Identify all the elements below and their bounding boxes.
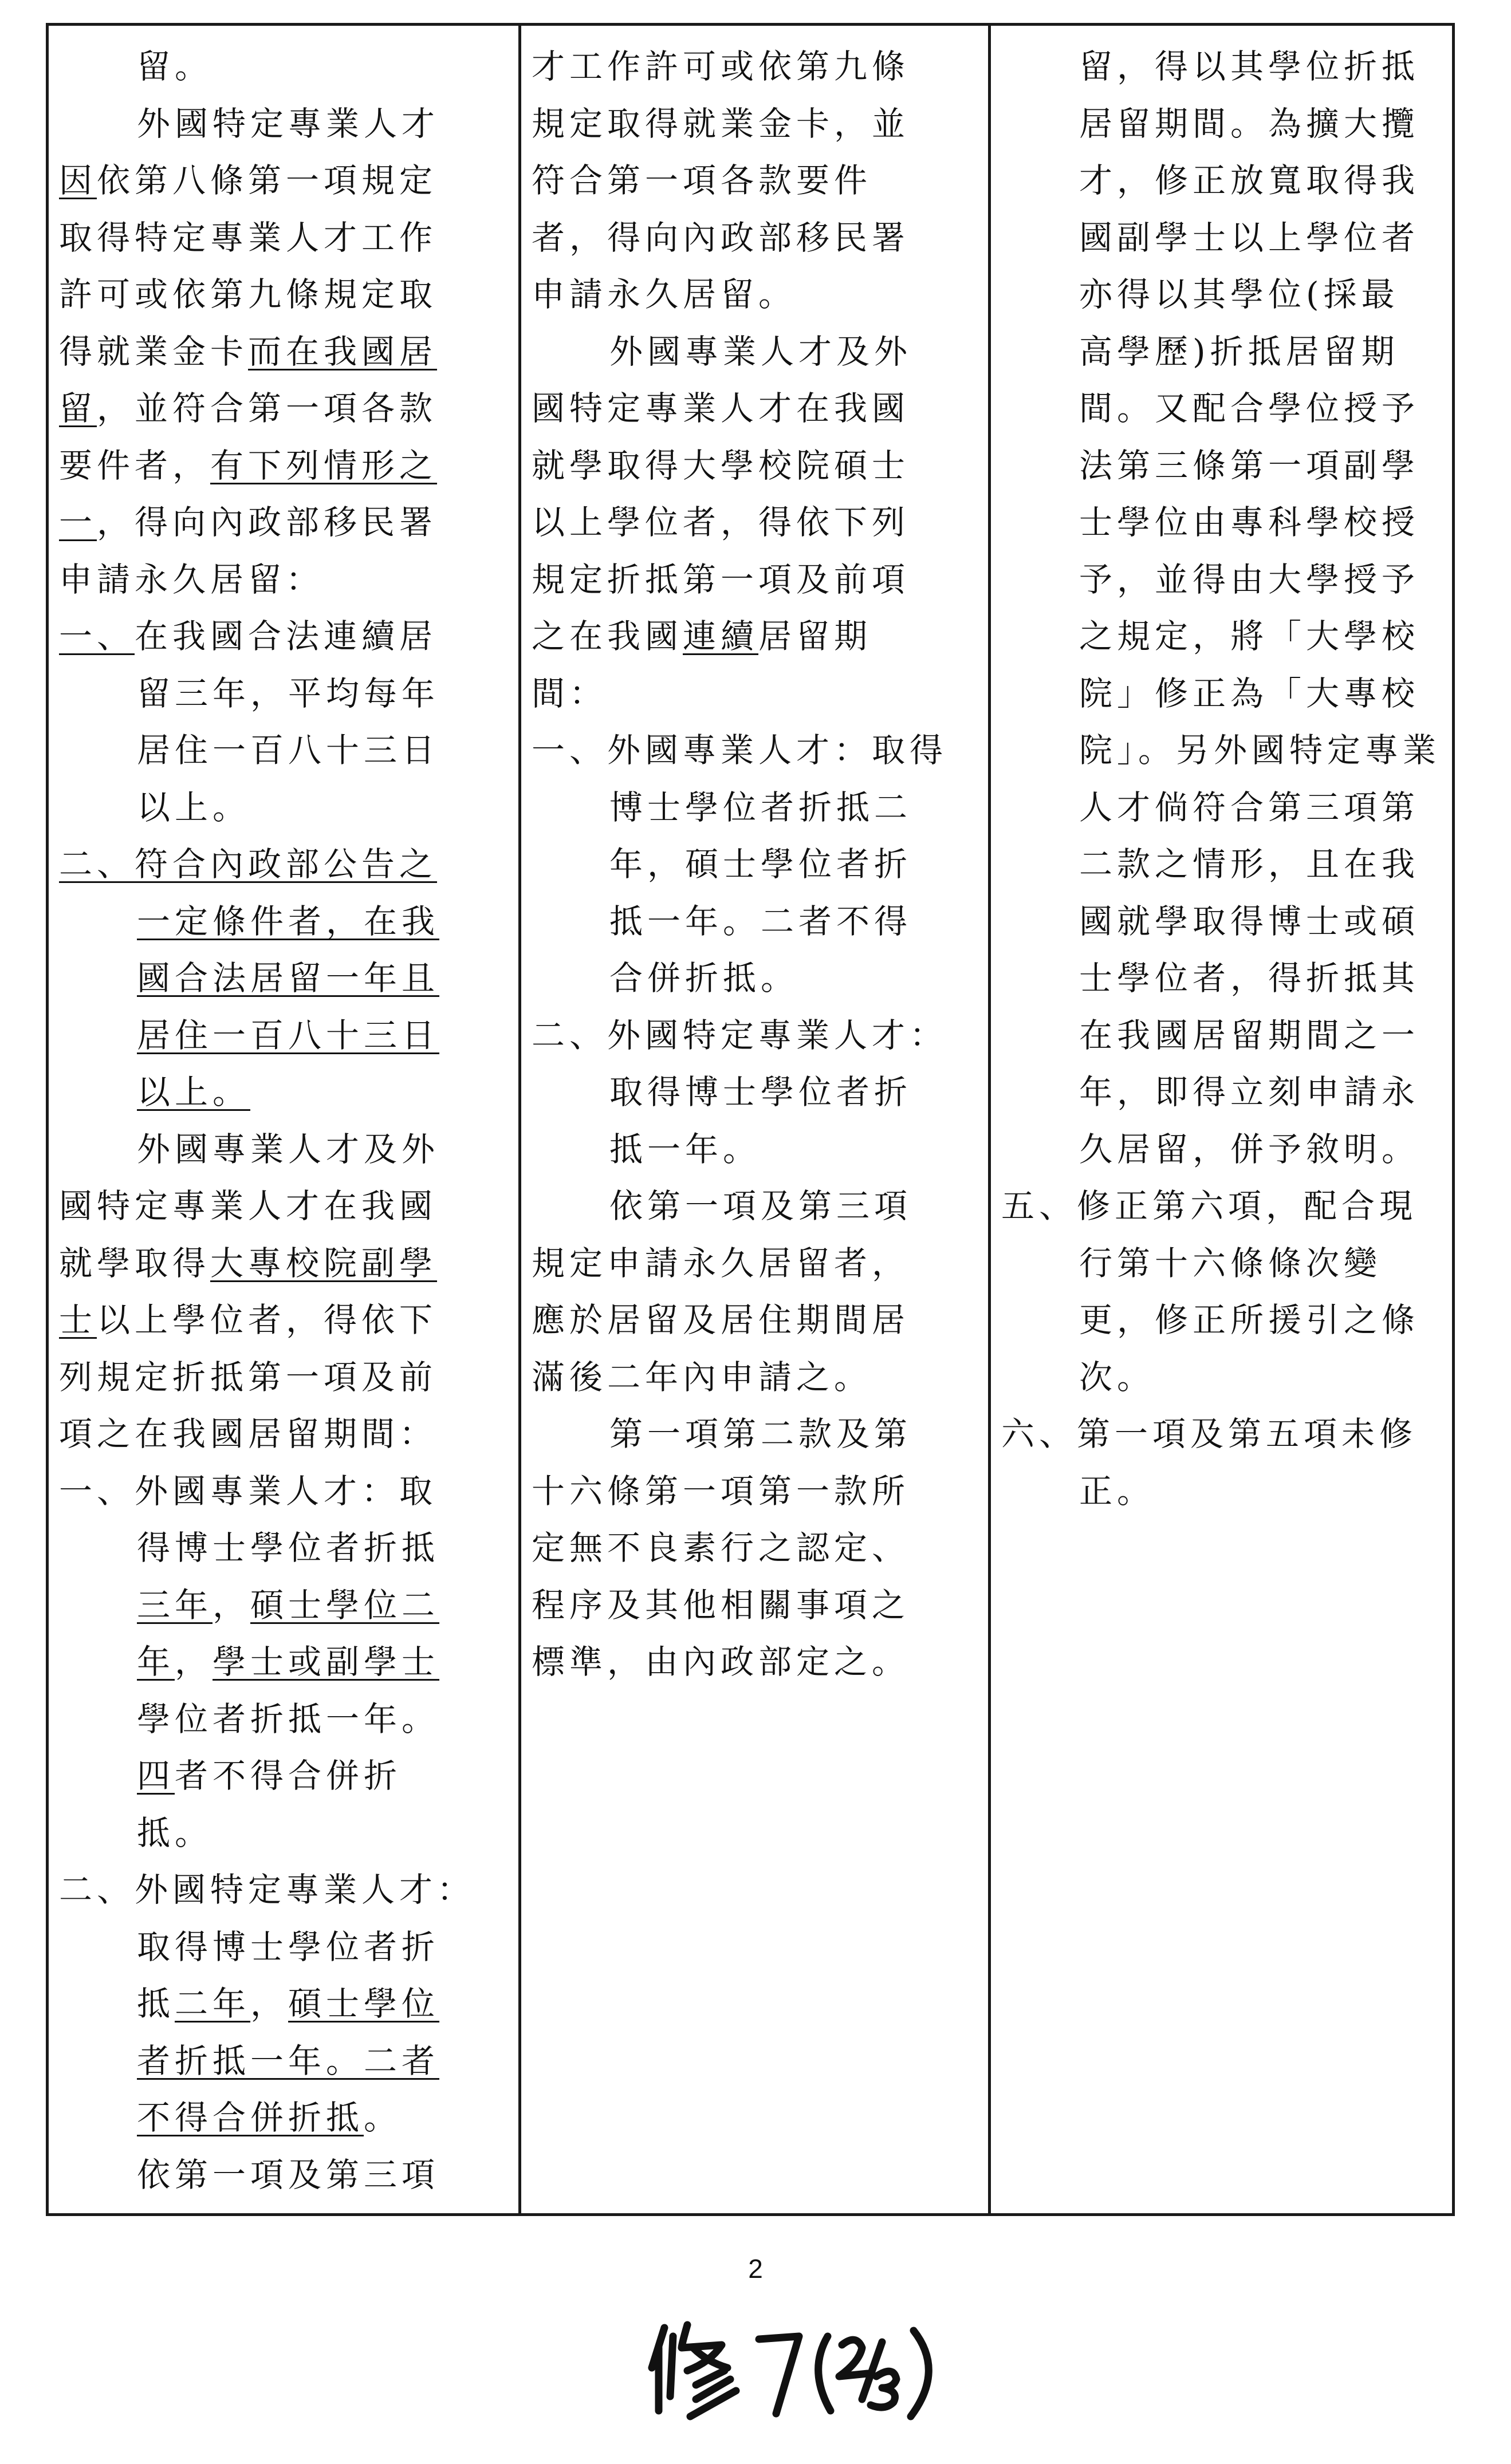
text-line [59,96,508,153]
text-segment: 二款之情形，且在我 [1079,845,1420,884]
text-line [59,2090,508,2147]
text-segment: 博士學位者折抵二 [609,787,912,827]
text-segment: 之在我國 [532,617,683,656]
text-segment: 法第三條第一項副學 [1079,446,1420,485]
text-line [59,1691,508,1748]
text-segment: 應於居留及居住期間居 [532,1300,910,1339]
text-line [532,893,978,951]
text-line [59,665,508,723]
page-number: 2 [748,2254,763,2284]
text-line [59,1292,508,1349]
text-line [59,836,508,893]
text-line [532,437,978,495]
text-segment: 行第十六條條次變 [1079,1243,1382,1283]
underlined-text: 士 [59,1300,97,1339]
text-line [532,380,978,437]
underlined-text: 一、 [59,617,135,656]
underlined-text: 者折抵一年。二者 [137,2041,440,2080]
text-segment: 合併折抵。 [609,959,799,998]
text-line [1001,96,1442,153]
underlined-text: 四 [137,1756,175,1795]
text-line [1001,1292,1442,1349]
text-segment: 程序及其他相關事項之 [532,1585,910,1625]
text-line [1001,1349,1442,1406]
text-segment: 留，得以其學位折抵 [1079,47,1420,86]
text-segment: 申請永久居留： [59,559,324,599]
text-segment: 就學取得 [59,1243,211,1283]
text-segment: 次。 [1079,1357,1155,1397]
text-line [1001,551,1442,609]
text-segment: 國特定專業人才在我國 [59,1186,438,1225]
text-segment: 六、第一項及第五項未修 [1001,1414,1418,1453]
column-explanation-body [991,26,1452,1520]
text-line [1001,210,1442,267]
underlined-text: 而在我國居 [248,332,438,371]
text-segment: 列規定折抵第一項及前 [59,1357,438,1397]
text-segment: 取得博士學位者折 [609,1073,912,1111]
underlined-text: 有下列情形之 [210,446,438,485]
text-segment: 二、外國特定專業人才： [532,1015,948,1055]
text-line [59,1634,508,1691]
handwritten-mark [642,2313,962,2422]
text-segment: ， [213,1585,251,1625]
underlined-text: 年 [137,1642,175,1681]
text-line [1001,1007,1442,1065]
text-segment: 才，修正放寬取得我 [1079,161,1420,200]
text-line [59,1121,508,1178]
text-line [532,266,978,324]
text-line [1001,1064,1442,1121]
text-segment: 要件者， [59,446,211,485]
text-line [532,96,978,153]
text-line [1001,1406,1442,1463]
text-segment: ，得向內政部移民署 [97,503,438,542]
text-segment: 滿後二年內申請之。 [532,1357,872,1397]
text-line [532,1292,978,1349]
text-line [59,380,508,437]
text-segment: 二、外國特定專業人才： [59,1870,475,1909]
text-line [59,38,508,96]
text-segment: 學位者折抵一年。 [137,1699,440,1738]
text-segment: 久居留，併予敘明。 [1079,1129,1420,1169]
text-line [59,437,508,495]
underlined-text: 連續 [683,617,759,656]
text-segment: 留三年，平均每年 [137,673,440,713]
underlined-text: 不得合併折抵 [137,2098,364,2137]
text-line [59,1463,508,1520]
text-segment: 國特定專業人才在我國 [532,389,910,428]
text-line [59,779,508,837]
text-segment: 院」。另外國特定專業 [1079,731,1441,770]
text-segment: 才工作許可或依第九條 [532,47,910,86]
text-line [532,1007,978,1065]
text-segment: 第一項第二款及第 [609,1414,912,1453]
text-segment: 以上學位者，得依下 [97,1300,438,1339]
underlined-text: 因 [59,161,97,200]
text-line [532,494,978,551]
text-segment: 居住一百八十三日 [137,731,440,770]
text-line [59,1520,508,1577]
text-segment: 得博士學位者折抵 [137,1528,440,1567]
text-line [1001,950,1442,1007]
text-segment: 抵 [137,1984,175,2023]
text-line [59,2033,508,2090]
text-segment: 符合第一項各款要件 [532,161,872,200]
text-segment: 依第八條第一項規定 [97,161,438,200]
underlined-text: 居住一百八十三日 [137,1015,440,1055]
text-line [532,1178,978,1235]
text-line [1001,266,1442,324]
text-line [532,665,978,723]
text-line [532,1520,978,1577]
text-segment: 者，得向內政部移民署 [532,218,910,257]
text-line [1001,152,1442,210]
text-segment: 間。又配合學位授予 [1079,389,1420,428]
text-line [1001,779,1442,837]
underlined-text: 二年 [175,1984,251,2023]
text-line [532,608,978,665]
text-line [532,779,978,837]
text-line [1001,1178,1442,1235]
text-segment: 依第一項及第三項 [609,1186,912,1225]
text-line [59,1862,508,1919]
underlined-text: 留 [59,389,97,428]
underlined-text: 大專校院副學 [210,1243,438,1283]
text-segment: ， [175,1642,213,1681]
text-line [532,210,978,267]
underlined-text: 二、符合內政部公告之 [59,845,438,884]
text-line [59,152,508,210]
text-line [1001,722,1442,779]
text-segment: 院」修正為「大專校 [1079,673,1420,713]
text-line [1001,1121,1442,1178]
column-amended-text-body [49,26,518,2203]
text-line [59,551,508,609]
text-line [532,1235,978,1292]
text-segment: 抵一年。二者不得 [609,901,912,941]
text-line [59,1235,508,1292]
text-line [59,1919,508,1976]
text-segment: 五、修正第六項，配合現 [1001,1186,1418,1225]
text-segment: 以上。 [137,787,251,827]
underlined-text: 碩士學位 [288,1984,440,2023]
text-segment: ， [250,1984,289,2023]
text-line [59,1007,508,1065]
underlined-text: 以上。 [137,1073,251,1111]
text-segment: 定無不良素行之認定、 [532,1528,910,1567]
column-current-text [518,26,988,2213]
text-line [59,324,508,381]
text-line [532,1634,978,1691]
text-segment: 規定申請永久居留者， [532,1243,910,1283]
text-line [532,1463,978,1520]
text-segment: 在我國合法連續居 [135,617,438,656]
text-segment: 高學歷)折抵居留期 [1079,332,1399,371]
text-segment: 間： [532,673,608,713]
text-segment: 申請永久居留。 [532,275,797,314]
text-segment: 項之在我國居留期間： [59,1414,438,1453]
text-segment: 人才倘符合第三項第 [1079,787,1420,827]
text-segment: 抵一年。 [609,1129,761,1169]
text-segment: 規定取得就業金卡，並 [532,104,910,143]
text-line [1001,608,1442,665]
text-line [1001,324,1442,381]
text-line [59,210,508,267]
text-segment: 之規定，將「大學校 [1079,617,1420,656]
text-line [59,1178,508,1235]
text-line [532,152,978,210]
column-current-text-body [521,26,988,1691]
text-line [1001,380,1442,437]
underlined-text: 學士或副學士 [213,1642,440,1681]
text-segment: 許可或依第九條規定取 [59,275,438,314]
text-segment: 規定折抵第一項及前項 [532,559,910,599]
text-line [1001,38,1442,96]
text-segment: 取得特定專業人才工作 [59,218,438,257]
text-segment: 居留期間。為擴大攬 [1079,104,1420,143]
text-line [1001,1235,1442,1292]
text-segment: 取得博士學位者折 [137,1927,440,1966]
text-line [59,2147,508,2204]
text-segment: 依第一項及第三項 [137,2155,440,2194]
text-line [1001,836,1442,893]
text-segment: 亦得以其學位(採最 [1079,275,1399,314]
text-segment: 一、外國專業人才：取 [59,1471,438,1511]
text-line [532,1349,978,1406]
column-amended-text [49,26,518,2213]
text-segment: 予，並得由大學授予 [1079,559,1420,599]
text-segment: 在我國居留期間之一 [1079,1015,1420,1055]
text-segment: 。 [364,2098,402,2137]
underlined-text: 三年 [137,1585,213,1625]
text-segment: 外國專業人才及外 [609,332,912,371]
text-line [59,1577,508,1634]
text-segment: 留。 [137,47,213,86]
text-segment: 正。 [1079,1471,1155,1511]
text-line [59,950,508,1007]
text-line [59,266,508,324]
text-line [532,1121,978,1178]
underlined-text: 一 [59,503,97,542]
text-segment: 年，即得立刻申請永 [1079,1073,1420,1111]
text-line [1001,494,1442,551]
text-line [1001,893,1442,951]
text-line [59,1976,508,2033]
text-segment: 得就業金卡 [59,332,249,371]
text-line [1001,437,1442,495]
text-line [59,893,508,951]
underlined-text: 碩士學位二 [250,1585,440,1625]
text-line [59,608,508,665]
text-segment: 外國特定專業人才 [137,104,440,143]
text-segment: 國副學士以上學位者 [1079,218,1420,257]
text-line [59,1406,508,1463]
text-line [532,551,978,609]
text-segment: 一、外國專業人才：取得 [532,731,948,770]
text-segment: 年，碩士學位者折 [609,845,912,884]
underlined-text: 國合法居留一年且 [137,959,440,998]
text-line [59,1349,508,1406]
text-line [532,1064,978,1121]
text-line [1001,665,1442,723]
text-line [59,1805,508,1862]
text-segment: ，並符合第一項各款 [97,389,438,428]
text-line [532,722,978,779]
text-segment: 外國專業人才及外 [137,1129,440,1169]
text-segment: 者不得合併折 [175,1756,402,1795]
text-segment: 就學取得大學校院碩士 [532,446,910,485]
text-line [532,950,978,1007]
text-segment: 抵。 [137,1813,213,1852]
text-line [532,38,978,96]
text-line [532,1406,978,1463]
text-line [532,1577,978,1634]
text-segment: 國就學取得博士或碩 [1079,901,1420,941]
text-line [59,494,508,551]
column-explanation [988,26,1452,2213]
text-line [59,1064,508,1121]
text-segment: 標準，由內政部定之。 [532,1642,910,1681]
comparison-table [46,23,1455,2216]
text-line [532,836,978,893]
underlined-text: 一定條件者，在我 [137,901,440,941]
text-line [59,1748,508,1805]
text-segment: 十六條第一項第一款所 [532,1471,910,1511]
text-segment: 士學位者，得折抵其 [1079,959,1420,998]
text-segment: 士學位由專科學校授 [1079,503,1420,542]
text-segment: 以上學位者，得依下列 [532,503,910,542]
text-line [1001,1463,1442,1520]
text-line [532,324,978,381]
text-segment: 居留期 [758,617,872,656]
text-segment: 更，修正所援引之條 [1079,1300,1420,1339]
text-line [59,722,508,779]
